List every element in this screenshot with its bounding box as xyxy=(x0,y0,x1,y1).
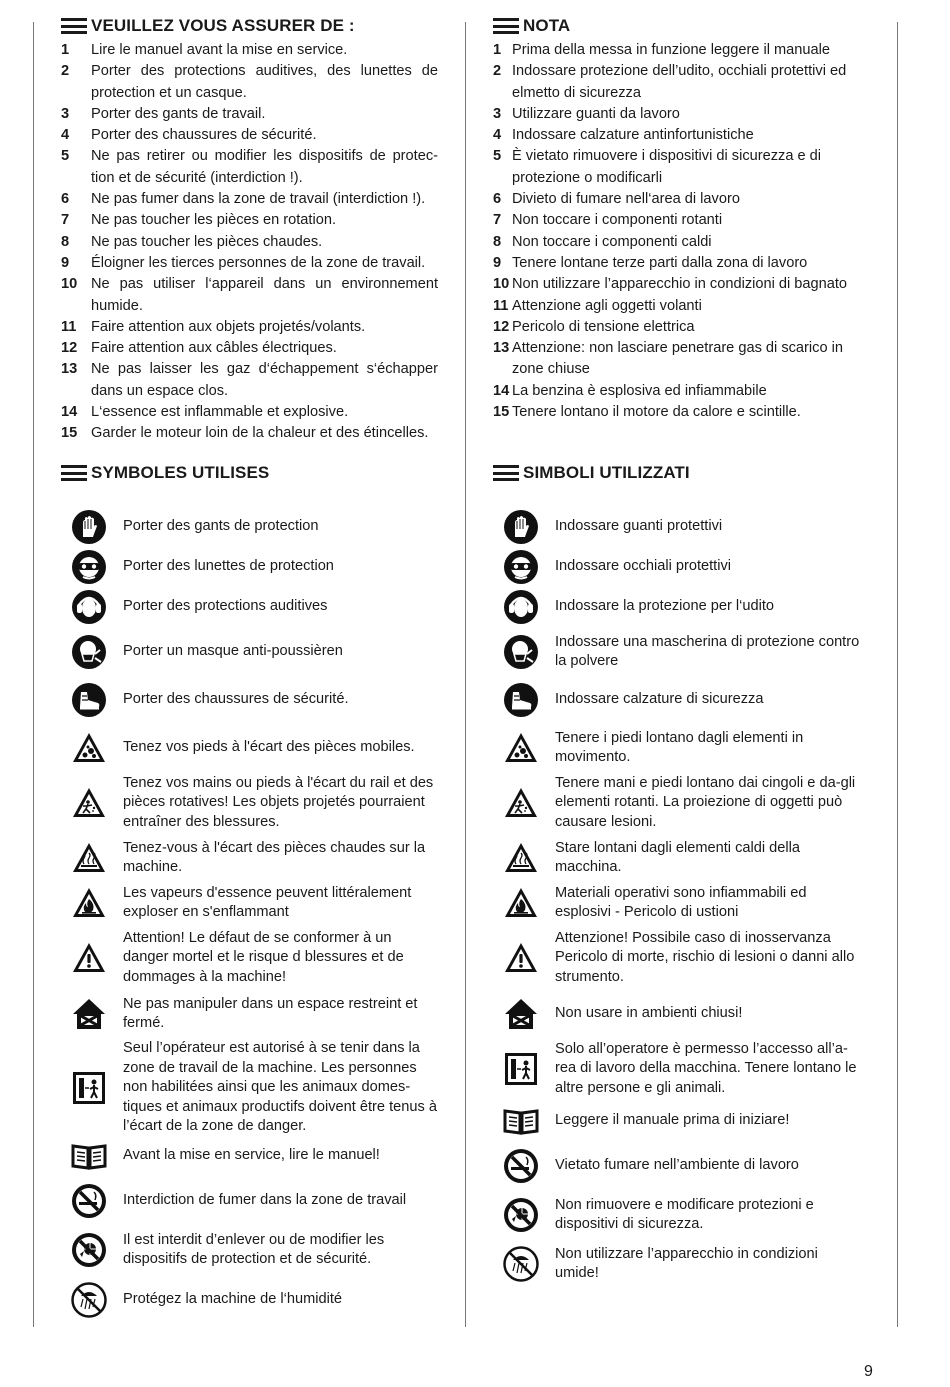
symbol-description: Interdiction de fumer dans la zone de travail xyxy=(123,1192,407,1208)
hot-surface-warning-icon xyxy=(503,840,539,876)
symbols-heading-fr: SYMBOLES UTILISES xyxy=(61,461,269,485)
symbol-description: Indossare una mascherina di protezione contro la polvere xyxy=(555,633,860,669)
list-item: 3 Porter des gants de travail. xyxy=(61,105,266,122)
symbol-description: Non rimuovere e modificare protezioni e dispositivi di sicurezza. xyxy=(555,1196,814,1232)
list-item: 4 Indossare calzature antinfortunistiche xyxy=(493,127,754,144)
list-item: 12 Faire attention aux câbles électriques. xyxy=(61,340,337,357)
safety-notes-list xyxy=(61,40,438,445)
hot-surface-warning-icon xyxy=(71,840,107,876)
list-item: 11 Faire attention aux objets projetés/volants. xyxy=(61,318,366,335)
no-smoking-icon xyxy=(71,1183,107,1219)
dust-mask-icon xyxy=(503,634,539,670)
list-item: 8 Non toccare i componenti caldi xyxy=(493,233,712,250)
list-item: 8 Ne pas toucher les pièces chaudes. xyxy=(61,233,323,250)
safety-shoes-icon xyxy=(503,682,539,718)
symbol-description: Indossare occhiali protettivi xyxy=(555,558,732,574)
list-item: 3 Utilizzare guanti da lavoro xyxy=(493,105,680,122)
list-item: 9 Éloigner les tierces personnes de la zone de travail. xyxy=(61,254,426,271)
list-item: 7 Ne pas toucher les pièces en rotation. xyxy=(61,212,336,229)
symbol-description: Protégez la machine de l‘humidité xyxy=(123,1291,343,1307)
projectile-warning-icon xyxy=(71,785,107,821)
symbol-description: Vietato fumare nell’ambiente di lavoro xyxy=(555,1157,799,1173)
symbol-description: Materiali operativi sono infiammabili ed esplosivi - Pericolo di ustioni xyxy=(555,884,807,920)
list-item: 4 Porter des chaussures de sécurité. xyxy=(61,127,317,144)
symbol-description: Les vapeurs d'essence peuvent littéralement exploser en s'enflammant xyxy=(123,884,412,920)
general-warning-icon xyxy=(71,940,107,976)
safety-notes-heading: NOTA xyxy=(493,14,865,38)
symbol-description: Porter des gants de protection xyxy=(123,518,319,534)
safety-notes-list xyxy=(493,40,865,423)
symbol-description: Stare lontani dagli elementi caldi della macchina. xyxy=(555,839,801,875)
symbol-description: Ne pas manipuler dans un espace restreint et fermé. xyxy=(123,995,418,1031)
heading-bars-icon xyxy=(61,465,87,481)
symbol-description: Non usare in ambienti chiusi! xyxy=(555,1005,743,1021)
feet-warning-icon xyxy=(503,730,539,766)
list-item: 14 L‘essence est inflammable et explosive. xyxy=(61,404,349,421)
dust-mask-icon xyxy=(71,634,107,670)
symbol-description: Non utilizzare l’apparecchio in condizioni umide! xyxy=(555,1245,818,1281)
list-item: 6 Ne pas fumer dans la zone de travail (interdiction !). xyxy=(61,191,426,208)
safety-shoes-icon xyxy=(71,682,107,718)
italian-column xyxy=(493,14,865,423)
ear-protection-icon xyxy=(71,589,107,625)
page-number: 9 xyxy=(864,1363,873,1380)
symbol-description: Attenzione! Possibile caso di inosservanza Pericolo di morte, rischio di lesioni o danni allo strumento. xyxy=(555,929,855,985)
operator-zone-icon xyxy=(503,1051,539,1087)
list-item: 9 Tenere lontane terze parti dalla zona di lavoro xyxy=(493,254,808,271)
symbol-description: Tenez vos mains ou pieds à l'écart du rail et des pièces rotatives! Les objets projetés pourraient entraîner des blessures. xyxy=(123,774,434,830)
symbol-description: Porter un masque anti-poussièren xyxy=(123,643,343,659)
list-item: 13 Ne pas laisser les gaz d‘échappement s‘échapper dans un espace clos. xyxy=(61,361,438,399)
operator-zone-icon xyxy=(71,1070,107,1106)
manual-book-icon xyxy=(503,1103,539,1139)
list-item: 6 Divieto di fumare nell‘area di lavoro xyxy=(493,191,740,208)
goggles-icon xyxy=(71,549,107,585)
symbol-description: Il est interdit d’enlever ou de modifier les dispositifs de protection et de sécurité. xyxy=(123,1231,385,1267)
no-rain-icon xyxy=(71,1282,107,1318)
list-item: 2 Porter des protections auditives, des lunettes de protection et un casque. xyxy=(61,63,438,101)
goggles-icon xyxy=(503,549,539,585)
fire-warning-icon xyxy=(503,885,539,921)
symbol-description: Porter des protections auditives xyxy=(123,598,328,614)
list-item: 5 Ne pas retirer ou modifier les dispositifs de protec-tion et de sécurité (interdiction !). xyxy=(61,148,438,186)
list-item: 10 Non utilizzare l’apparecchio in condizioni di bagnato xyxy=(493,276,848,293)
list-item: 1 Prima della messa in funzione leggere il manuale xyxy=(493,42,830,58)
symbol-description: Leggere il manuale prima di iniziare! xyxy=(555,1112,790,1128)
list-item: 1 Lire le manuel avant la mise en service. xyxy=(61,42,348,58)
projectile-warning-icon xyxy=(503,785,539,821)
symbol-description: Tenez vos pieds à l'écart des pièces mobiles. xyxy=(123,739,415,755)
symbol-description: Attention! Le défaut de se conformer à un danger mortel et le risque d blessures et de dommages à la machine! xyxy=(123,929,404,985)
symbol-description: Avant la mise en service, lire le manuel! xyxy=(123,1147,380,1163)
ear-protection-icon xyxy=(503,589,539,625)
french-column xyxy=(61,14,438,445)
symbol-description: Indossare calzature di sicurezza xyxy=(555,691,764,707)
enclosed-space-icon xyxy=(71,996,107,1032)
list-item: 13 Attenzione: non lasciare penetrare gas di scarico in zone chiuse xyxy=(493,340,843,378)
list-item: 14 La benzina è esplosiva ed infiammabile xyxy=(493,382,767,399)
symbol-description: Indossare guanti protettivi xyxy=(555,518,723,534)
no-smoking-icon xyxy=(503,1148,539,1184)
list-item: 2 Indossare protezione dell’udito, occhiali protettivi ed elmetto di sicurezza xyxy=(493,63,847,101)
list-item: 12 Pericolo di tensione elettrica xyxy=(493,318,695,335)
general-warning-icon xyxy=(503,940,539,976)
feet-warning-icon xyxy=(71,730,107,766)
fire-warning-icon xyxy=(71,885,107,921)
symbol-description: Porter des chaussures de sécurité. xyxy=(123,691,349,707)
left-margin-rule xyxy=(33,22,34,1327)
right-margin-rule xyxy=(897,22,898,1327)
no-rain-icon xyxy=(503,1246,539,1282)
symbol-description: Tenez-vous à l'écart des pièces chaudes sur la machine. xyxy=(123,839,426,875)
symbols-heading-it: SIMBOLI UTILIZZATI xyxy=(493,461,690,485)
list-item: 7 Non toccare i componenti rotanti xyxy=(493,212,723,229)
heading-bars-icon xyxy=(493,18,519,34)
list-item: 5 È vietato rimuovere i dispositivi di sicurezza e di protezione o modificarli xyxy=(493,148,822,186)
column-divider xyxy=(465,22,466,1327)
no-removing-guards-icon xyxy=(71,1232,107,1268)
symbol-description: Porter des lunettes de protection xyxy=(123,558,334,574)
safety-notes-heading: VEUILLEZ VOUS ASSURER DE : xyxy=(61,14,438,38)
heading-bars-icon xyxy=(61,18,87,34)
heading-bars-icon xyxy=(493,465,519,481)
gloves-icon xyxy=(503,509,539,545)
list-item: 15 Garder le moteur loin de la chaleur et des étincelles. xyxy=(61,425,429,442)
no-removing-guards-icon xyxy=(503,1197,539,1233)
enclosed-space-icon xyxy=(503,996,539,1032)
manual-book-icon xyxy=(71,1138,107,1174)
symbol-description: Solo all’operatore è permesso l’accesso all’a-rea di lavoro della macchina. Tenere lontano le altre persone e gli animali. xyxy=(555,1040,857,1096)
symbol-description: Tenere i piedi lontano dagli elementi in movimento. xyxy=(555,729,804,765)
list-item: 10 Ne pas utiliser l‘appareil dans un environnement humide. xyxy=(61,276,438,314)
gloves-icon xyxy=(71,509,107,545)
symbol-description: Indossare la protezione per l‘udito xyxy=(555,598,775,614)
symbol-description: Tenere mani e piedi lontano dai cingoli e da-gli elementi rotanti. La proiezione di oggetti può causare lesioni. xyxy=(555,774,856,830)
list-item: 15 Tenere lontano il motore da calore e scintille. xyxy=(493,404,801,421)
symbol-description: Seul l’opérateur est autorisé à se tenir dans la zone de travail de la machine. Les personnes non habilitées ainsi que les animaux domes-tiques et animaux productifs doivent être tenus à l’écart de la zone de danger. xyxy=(123,1040,437,1134)
list-item: 11 Attenzione agli oggetti volanti xyxy=(493,297,702,314)
